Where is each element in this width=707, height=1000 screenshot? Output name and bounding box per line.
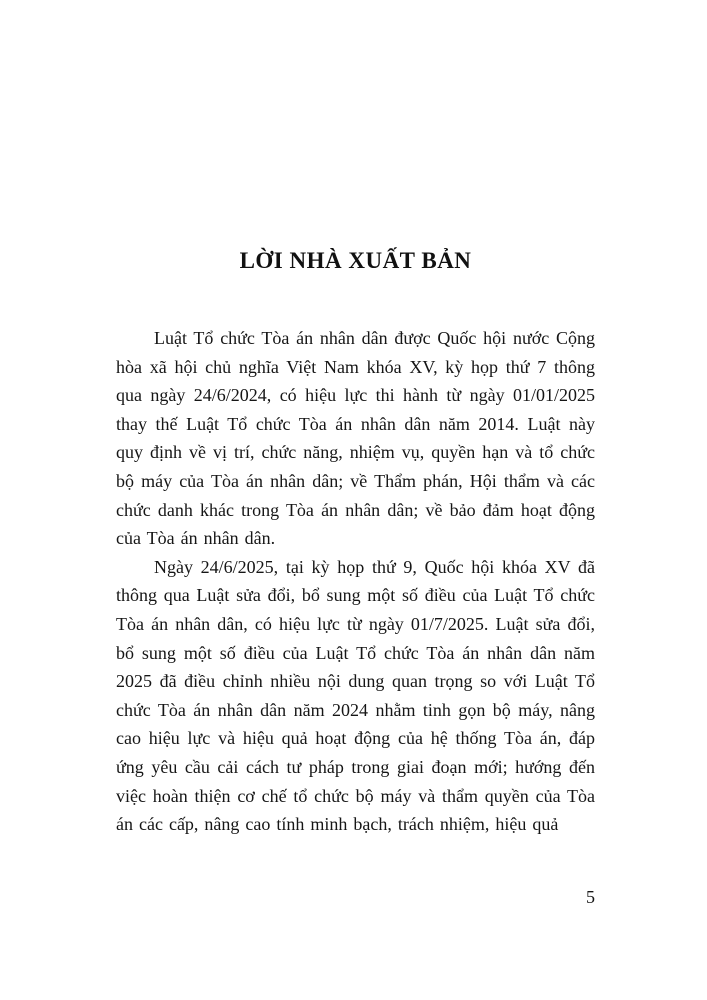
page-number: 5: [586, 887, 595, 907]
paragraph-1: Luật Tổ chức Tòa án nhân dân được Quốc hội nước Cộng hòa xã hội chủ nghĩa Việt Nam khóa XV, kỳ họp thứ 7 thông qua ngày 24/6/2024, có hiệu lực thi hành từ ngày 01/01/2025 thay thế Luật Tổ chức Tòa án nhân dân năm 2014. Luật này quy định về vị trí, chức năng, nhiệm vụ, quyền hạn và tổ chức bộ máy của Tòa án nhân dân; về Thẩm phán, Hội thẩm và các chức danh khác trong Tòa án nhân dân; về bảo đảm hoạt động của Tòa án nhân dân.: [116, 328, 595, 549]
paragraph-2: Ngày 24/6/2025, tại kỳ họp thứ 9, Quốc hội khóa XV đã thông qua Luật sửa đổi, bổ sung một số điều của Luật Tổ chức Tòa án nhân dân, có hiệu lực từ ngày 01/7/2025. Luật sửa đổi, bổ sung một số điều của Luật Tổ chức Tòa án nhân dân năm 2025 đã điều chỉnh nhiều nội dung quan trọng so với Luật Tổ chức Tòa án nhân dân năm 2024 nhằm tinh gọn bộ máy, nâng cao hiệu lực và hiệu quả hoạt động của hệ thống Tòa án, đáp ứng yêu cầu cải cách tư pháp trong giai đoạn mới; hướng đến việc hoàn thiện cơ chế tổ chức bộ máy và thẩm quyền của Tòa án các cấp, nâng cao tính minh bạch, trách nhiệm, hiệu quả: [116, 556, 595, 835]
page-title: LỜI NHÀ XUẤT BẢN: [239, 248, 472, 273]
